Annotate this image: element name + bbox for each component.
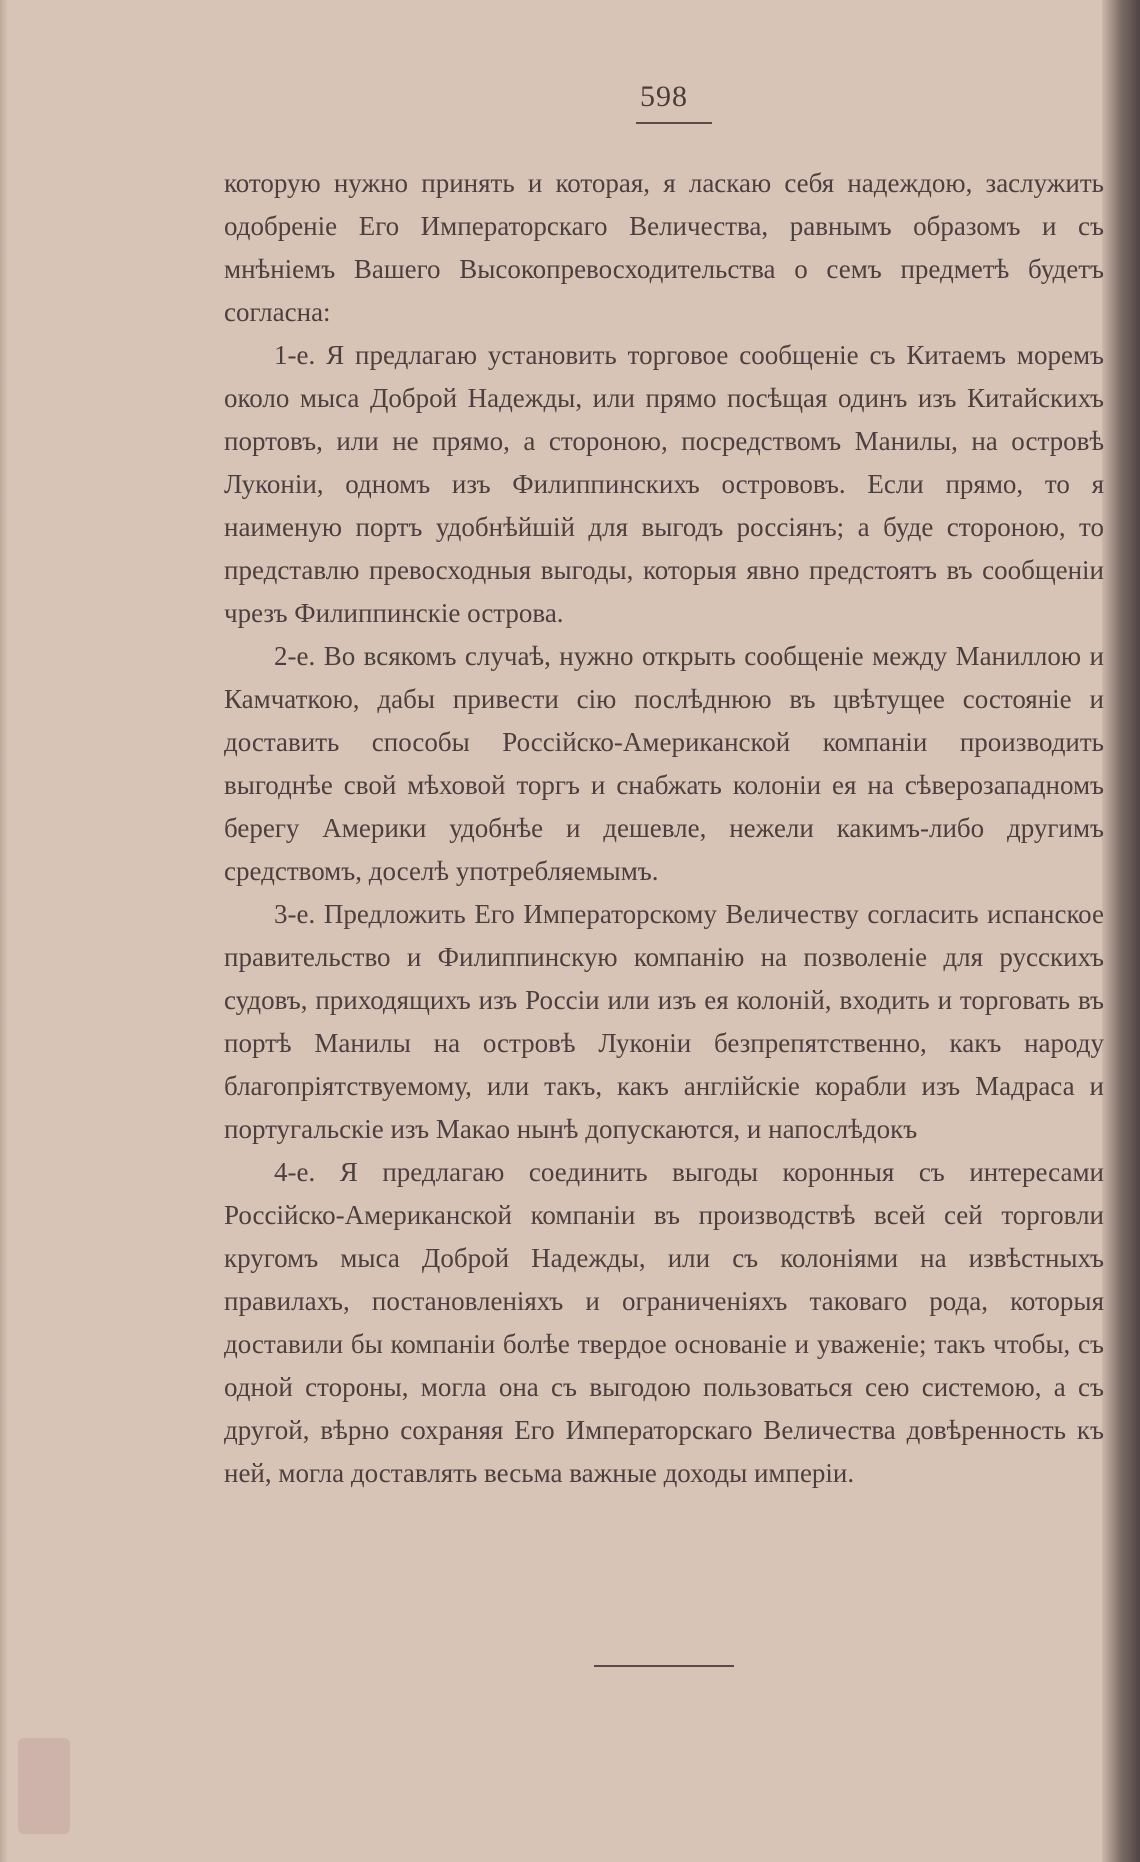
page-body [224,162,1104,1495]
paragraph-intro: которую нужно принять и которая, я ласкаю себя надеждою, заслужить одобреніе Его Императорскаго Величества, равнымъ образомъ и съ мнѣніемъ Вашего Высокопревосходительства о семъ предметѣ будетъ согласна: [224,168,1104,327]
paragraph-point-4: 4-е. Я предлагаю соединить выгоды коронныя съ интересами Россійско-Американской компаніи въ производствѣ всей сей торговли кругомъ мыса Доброй Надежды, или съ колоніями на извѣстныхъ правилахъ, постановленіяхъ и ограниченіяхъ таковаго рода, которыя доставили бы компаніи болѣе твердое основаніе и уваженіе; такъ чтобы, съ одной стороны, могла она съ выгодою пользоваться сею системою, а съ другой, вѣрно сохраняя Его Императорскаго Величества довѣренность къ ней, могла доставлять весьма важные доходы имперіи. [224,1157,1104,1488]
left-page-edge [0,0,8,1862]
paragraph-point-1: 1-е. Я предлагаю установить торговое сообщеніе съ Китаемъ моремъ около мыса Доброй Надежды, или прямо посѣщая одинъ изъ Китайскихъ портовъ, или не прямо, а стороною, посредствомъ Манилы, на островѣ Луконіи, одномъ изъ Филиппинскихъ острововъ. Если прямо, то я наименую портъ удобнѣйшій для выгодъ россіянъ; а буде стороною, то представлю превосходныя выгоды, которыя явно предстоятъ въ сообщеніи чрезъ Филиппинскіе острова. [224,340,1104,628]
scan-smudge [18,1738,70,1834]
paragraph-point-3: 3-е. Предложить Его Императорскому Величеству согласить испанское правительство и Филиппинскую компанію на позволеніе для русскихъ судовъ, приходящихъ изъ Россіи или изъ ея колоній, входить и торговать въ портѣ Манилы на островѣ Луконіи безпрепятственно, какъ народу благопріятствуемому, или такъ, какъ англійскіе корабли изъ Мадраса и португальскіе изъ Макао нынѣ допускаются, и напослѣдокъ [224,899,1104,1144]
right-page-edge-shadow [1102,0,1140,1862]
book-page [224,80,1104,1780]
page-number: 598 [640,80,688,113]
paragraph-point-2: 2-е. Во всякомъ случаѣ, нужно открыть сообщеніе между Маниллою и Камчаткою, дабы привести сію послѣднюю въ цвѣтущее состояніе и доставить способы Россійско-Американской компаніи производить выгоднѣе свой мѣховой торгъ и снабжать колоніи ея на сѣверозападномъ берегу Америки удобнѣе и дешевле, нежели какимъ-либо другимъ средствомъ, доселѣ употребляемымъ. [224,641,1104,886]
page-number-rule [636,122,712,124]
section-end-rule [594,1665,734,1667]
